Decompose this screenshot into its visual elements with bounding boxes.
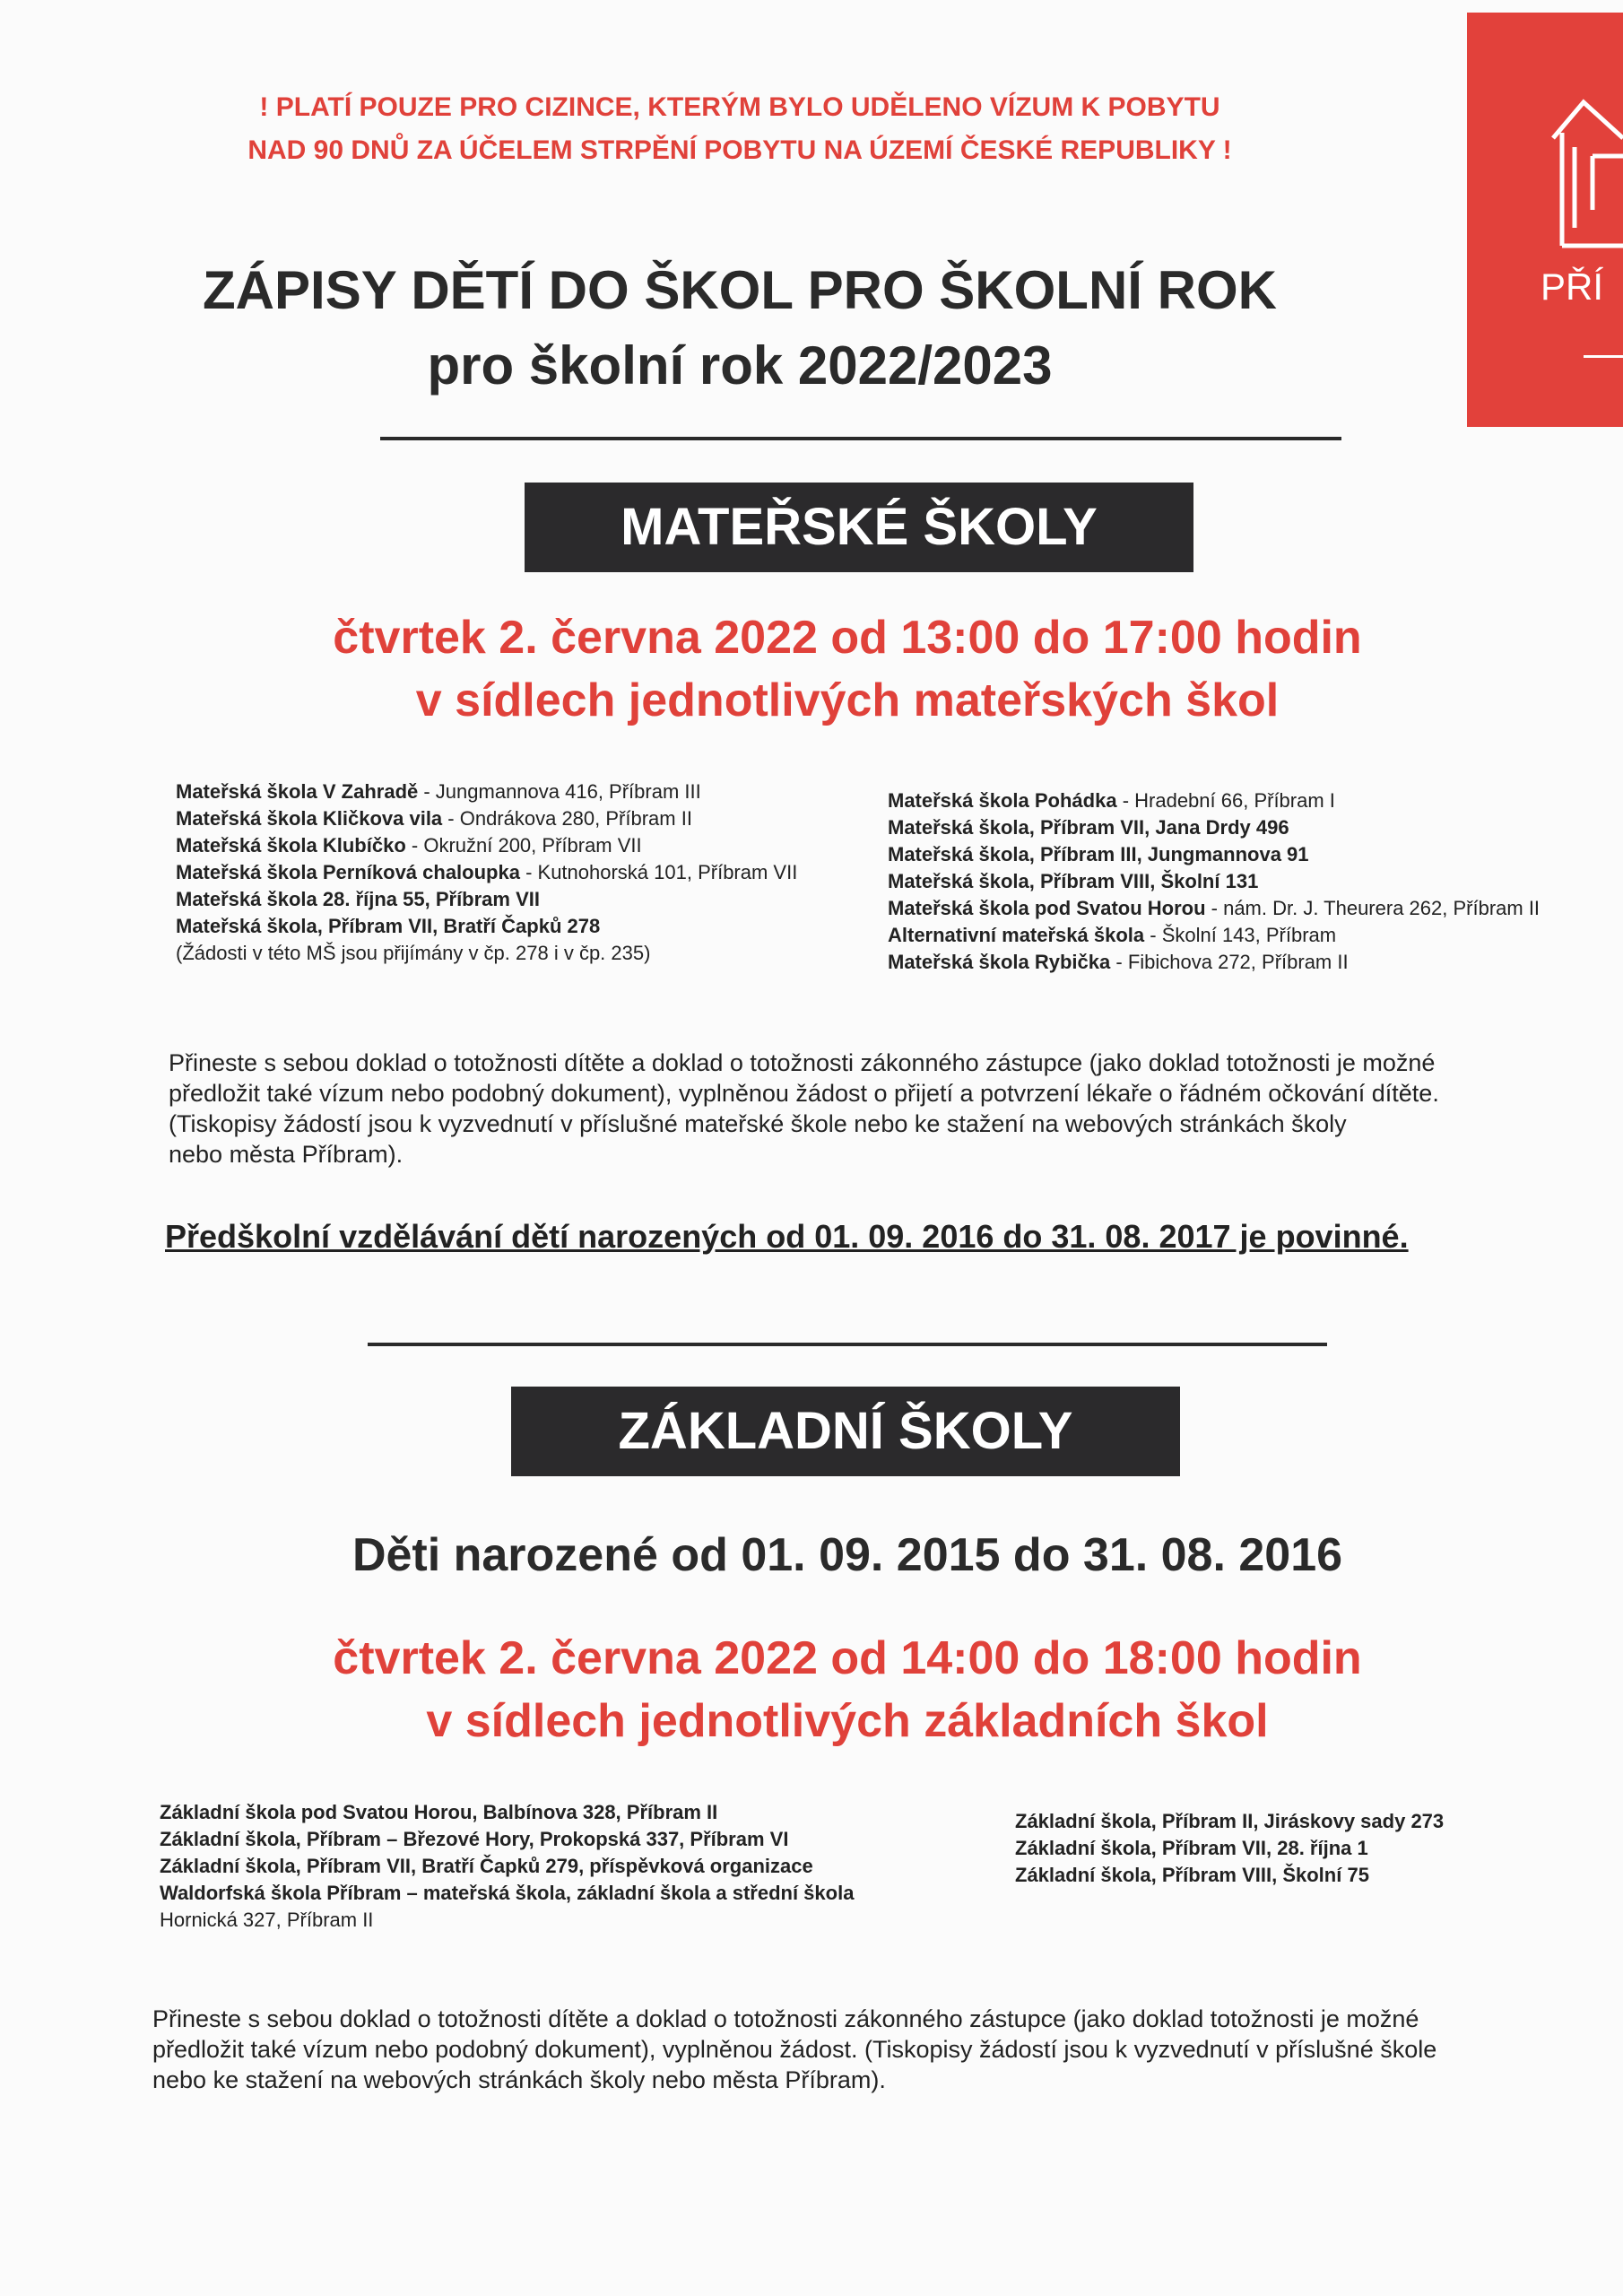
ms-date-line-1: čtvrtek 2. června 2022 od 13:00 do 17:00 hodin: [333, 612, 1362, 664]
list-item: Základní škola, Příbram – Březové Hory, Prokopská 337, Příbram VI: [160, 1828, 789, 1850]
para-line: nebo města Příbram).: [169, 1141, 404, 1168]
list-item: Mateřská škola Pohádka - Hradební 66, Příbram I: [888, 789, 1335, 812]
list-item: Základní škola, Příbram VII, 28. října 1: [1015, 1837, 1368, 1859]
list-item: Mateřská škola Klubíčko - Okružní 200, Příbram VII: [176, 834, 642, 857]
list-item: Základní škola, Příbram II, Jiráskovy sady 273: [1015, 1810, 1445, 1832]
list-item: Mateřská škola Kličkova vila - Ondrákova 280, Příbram II: [176, 807, 692, 830]
mandatory-notice: Předškolní vzdělávání dětí narozených od 01. 09. 2016 do 31. 08. 2017 je povinné.: [165, 1218, 1409, 1255]
list-item: Základní škola, Příbram VII, Bratří Čapků 279, příspěvková organizace: [160, 1855, 813, 1877]
list-item: Mateřská škola V Zahradě - Jungmannova 416, Příbram III: [176, 780, 701, 803]
list-item: Základní škola pod Svatou Horou, Balbínova 328, Příbram II: [160, 1801, 718, 1823]
side-tab: [1467, 13, 1623, 427]
para-line: předložit také vízum nebo podobný dokument), vyplněnou žádost. (Tiskopisy žádostí jsou k vyzvednutí v příslušné škole: [152, 2036, 1437, 2063]
list-note: (Žádosti v této MŠ jsou přijímány v čp. 278 i v čp. 235): [176, 942, 651, 964]
page-title-line-2: pro školní rok 2022/2023: [427, 335, 1053, 396]
list-item: Mateřská škola pod Svatou Horou - nám. Dr. J. Theurera 262, Příbram II: [888, 897, 1541, 919]
zs-list-left: [160, 1799, 854, 1934]
list-item: Waldorfská škola Příbram – mateřská škola, základní škola a střední škola: [160, 1882, 855, 1904]
list-item: Mateřská škola, Příbram VII, Bratří Čapků 278: [176, 915, 601, 937]
para-line: Přineste s sebou doklad o totožnosti dítěte a doklad o totožnosti zákonného zástupce (jako doklad totožnosti je možné: [152, 2005, 1419, 2032]
zs-list-right: [1015, 1808, 1444, 1889]
list-item: Mateřská škola, Příbram VII, Jana Drdy 496: [888, 816, 1289, 839]
para-line: nebo ke stažení na webových stránkách školy nebo města Příbram).: [152, 2066, 886, 2093]
ms-instructions: [169, 1048, 1603, 1170]
list-item: Mateřská škola 28. října 55, Příbram VII: [176, 888, 540, 910]
zs-date-line-2: v sídlech jednotlivých základních škol: [426, 1695, 1269, 1747]
para-line: Přineste s sebou doklad o totožnosti dítěte a doklad o totožnosti zákonného zástupce (jako doklad totožnosti je možné: [169, 1049, 1436, 1076]
divider-middle: [368, 1343, 1327, 1346]
notice: [143, 86, 1336, 172]
list-item: Alternativní mateřská škola - Školní 143, Příbram: [888, 924, 1337, 946]
zs-date-line-1: čtvrtek 2. června 2022 od 14:00 do 18:00 hodin: [333, 1632, 1362, 1684]
zs-header-bar: ZÁKLADNÍ ŠKOLY: [511, 1387, 1180, 1476]
divider-top: [380, 437, 1341, 440]
para-line: (Tiskopisy žádostí jsou k vyzvednutí v příslušné mateřské škole nebo ke stažení na webových stránkách školy: [169, 1110, 1347, 1137]
list-item: Mateřská škola Perníková chaloupka - Kutnohorská 101, Příbram VII: [176, 861, 798, 883]
tab-divider: [1584, 355, 1623, 358]
zs-birth-range: Děti narozené od 01. 09. 2015 do 31. 08. 2016: [352, 1529, 1343, 1581]
zs-instructions: [152, 2004, 1605, 2095]
list-item: Mateřská škola Rybička - Fibichova 272, Příbram II: [888, 951, 1349, 973]
ms-date: [143, 606, 1551, 732]
notice-line-1: ! PLATÍ POUZE PRO CIZINCE, KTERÝM BYLO UDĚLENO VÍZUM K POBYTU: [259, 92, 1220, 122]
para-line: předložit také vízum nebo podobný dokument), vyplněnou žádost o přijetí a potvrzení lékaře o řádném očkování dítěte.: [169, 1080, 1439, 1107]
tab-text: PŘÍ: [1541, 265, 1604, 308]
list-item: Základní škola, Příbram VIII, Školní 75: [1015, 1864, 1369, 1886]
list-item-address: Hornická 327, Příbram II: [160, 1909, 374, 1931]
page-title-line-1: ZÁPISY DĚTÍ DO ŠKOL PRO ŠKOLNÍ ROK: [203, 260, 1277, 320]
ms-date-line-2: v sídlech jednotlivých mateřských škol: [415, 674, 1280, 726]
zs-date: [143, 1627, 1551, 1752]
page-title: [143, 253, 1336, 404]
ms-list-left: [176, 778, 797, 967]
list-item: Mateřská škola, Příbram VIII, Školní 131: [888, 870, 1259, 892]
ms-header-bar: MATEŘSKÉ ŠKOLY: [525, 483, 1193, 572]
list-item: Mateřská škola, Příbram III, Jungmannova 91: [888, 843, 1309, 865]
ms-list-right: [888, 787, 1540, 976]
house-logo-icon: [1548, 93, 1623, 255]
notice-line-2: NAD 90 DNŮ ZA ÚČELEM STRPĚNÍ POBYTU NA ÚZEMÍ ČESKÉ REPUBLIKY !: [247, 135, 1232, 165]
